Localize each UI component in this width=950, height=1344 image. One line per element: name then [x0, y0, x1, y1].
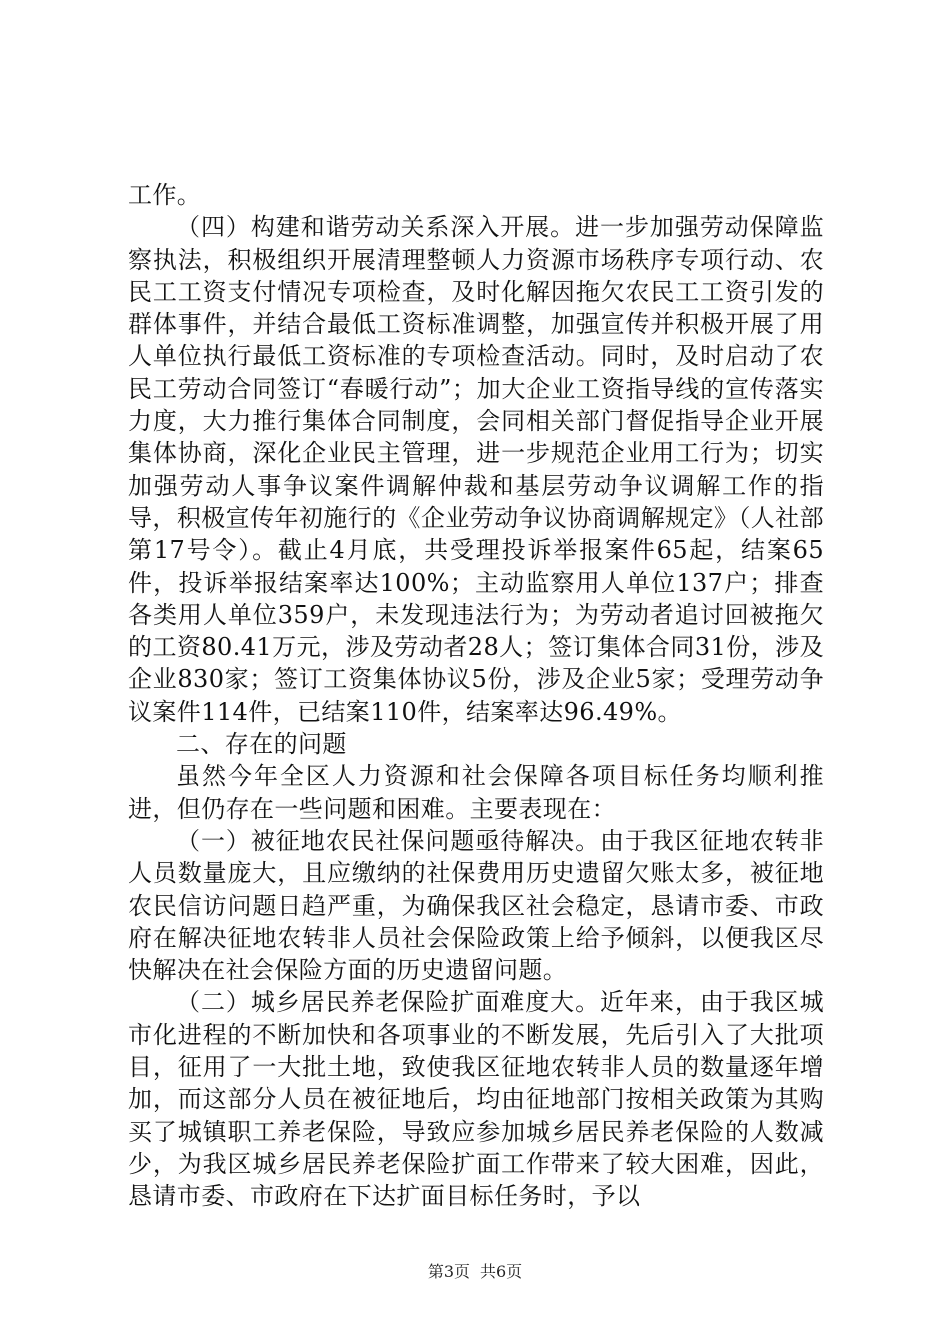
page-footer	[0, 1262, 950, 1282]
page-number: 第3页	[427, 1262, 470, 1281]
paragraph-continuation: 工作。	[128, 181, 202, 209]
section-heading-problems: 二、存在的问题	[176, 730, 347, 759]
document-body	[128, 179, 824, 1213]
paragraph-labor-relations: （四）构建和谐劳动关系深入开展。进一步加强劳动保障监察执法，积极组织开展清理整顿人力资源市场秩序专项行动、农民工工资支付情况专项检查，及时化解因拖欠农民工工资引发的群体事件，并结合最低工资标准调整，加强宣传并积极开展了用人单位执行最低工资标准的专项检查活动。同时，及时启动了农民工劳动合同签订“春暖行动”；加大企业工资指导线的宣传落实力度，大力推行集体合同制度，会同相关部门督促指导企业开展集体协商，深化企业民主管理，进一步规范企业用工行为；切实加强劳动人事争议案件调解仲裁和基层劳动争议调解工作的指导，积极宣传年初施行的《企业劳动争议协商调解规定》（人社部第17号令）。截止4月底，共受理投诉举报案件65起，结案65件，投诉举报结案率达100%；主动监察用人单位137户；排查各类用人单位359户，未发现违法行为；为劳动者追讨回被拖欠的工资80.41万元，涉及劳动者28人；签订集体合同31份，涉及企业830家；签订工资集体协议5份，涉及企业5家；受理劳动争议案件114件，已结案110件，结案率达96.49%。	[128, 213, 824, 726]
paragraph-pension-insurance: （二）城乡居民养老保险扩面难度大。近年来，由于我区城市化进程的不断加快和各项事业的不断发展，先后引入了大批项目，征用了一大批土地，致使我区征地农转非人员的数量逐年增加，而这部分人员在被征地后，均由征地部门按相关政策为其购买了城镇职工养老保险，导致应参加城乡居民养老保险的人数减少，为我区城乡居民养老保险扩面工作带来了较大困难，因此，恳请市委、市政府在下达扩面目标任务时，予以	[128, 988, 824, 1211]
page-total: 共6页	[480, 1262, 523, 1281]
paragraph-problems-intro: 虽然今年全区人力资源和社会保障各项目标任务均顺利推进，但仍存在一些问题和困难。主要表现在：	[128, 762, 824, 823]
paragraph-land-expropriated-farmers: （一）被征地农民社保问题亟待解决。由于我区征地农转非人员数量庞大，且应缴纳的社保费用历史遗留欠账太多，被征地农民信访问题日趋严重，为确保我区社会稳定，恳请市委、市政府在解决征地农转非人员社会保险政策上给予倾斜，以便我区尽快解决在社会保险方面的历史遗留问题。	[128, 826, 824, 985]
